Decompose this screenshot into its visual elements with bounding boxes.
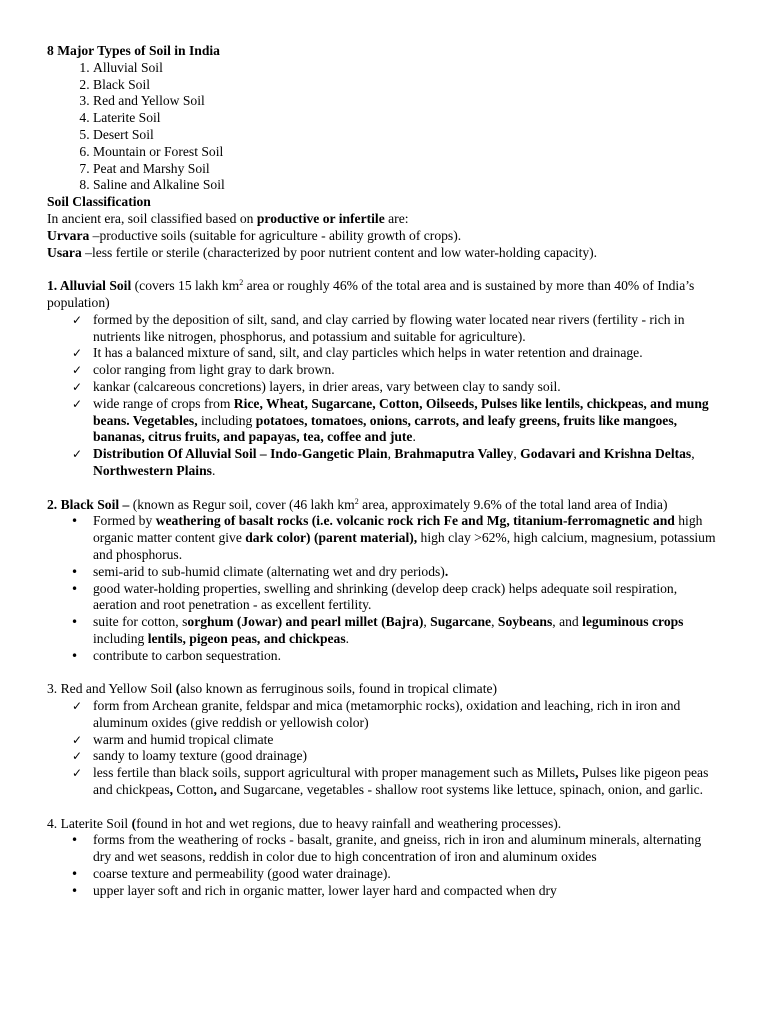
laterite-soil-heading [47,816,722,833]
soil-types-list [47,60,722,194]
text-run: lentils, pigeon peas, and chickpeas [147,630,346,646]
list-item: 2. Black Soil [93,77,722,94]
list-item: • contribute to carbon sequestration. [93,648,722,665]
text-run: In ancient era, soil classified based on [47,210,257,226]
red-yellow-soil-points [47,698,722,799]
text-run: Sugarcane [430,614,492,630]
text-run: Formed by [93,513,156,529]
text-run: . [412,429,416,445]
black-soil-heading [47,497,722,514]
text-run: , [169,782,174,798]
text-run: orghum (Jowar) and pearl millet (Bajra) [187,614,424,630]
text-run: less fertile than black soils, support agricultural with proper management such as Millets [93,765,576,781]
alluvial-points [47,312,722,480]
list-item: • coarse texture and permeability (good water drainage). [93,866,722,883]
text-run: productive or infertile [256,210,385,226]
text-run: leguminous crops [582,614,684,630]
text-run: high organic matter content give [93,513,703,546]
text-run: , [423,614,431,630]
text-run: (covers 15 lakh km [131,278,240,294]
text-run: Cotton [173,782,214,798]
text-run: including [93,630,148,646]
text-run: , [513,446,521,462]
list-item: ✓ color ranging from light gray to dark brown. [93,362,722,379]
text-run: weathering of basalt rocks (i.e. volcanic rock rich Fe and Mg, titanium-ferromagnetic and [155,513,675,529]
list-item [93,564,722,581]
text-run: and Sugarcane, vegetables - shallow root systems like lettuce, spinach, onion, and garlic. [216,782,704,798]
text-run: 3. Red and Yellow Soil [47,681,176,697]
text-run: area or roughly 46% of the total area and is sustained by more than 40% of India’s population) [47,278,695,310]
list-item: ✓ kankar (calcareous concretions) layers, in drier areas, vary between clay to sandy soil. [93,379,722,396]
text-run: 4. Laterite Soil [47,815,132,831]
text-run: Rice, Wheat, Sugarcane, Cotton, Oilseeds, Pulses like lentils, chickpeas, and mung beans. Vegetables, [93,395,709,428]
text-run: are: [384,210,409,226]
text-run: area, approximately 9.6% of the total land area of India) [358,496,668,512]
laterite-soil-points [47,832,722,899]
list-item: ✓ warm and humid tropical climate [93,732,722,749]
text-run: , [491,614,498,630]
section-title: 1. Alluvial Soil [47,278,132,294]
list-item: ✓ formed by the deposition of silt, sand, and clay carried by flowing water located near rivers (fertility - rich in nutrients like nitrogen, phosphorus, and potassium and suitable for agriculture). [93,312,722,346]
text-run: wide range of crops from [93,395,234,411]
text-run: dark color) (parent material), [245,530,418,546]
list-item: • forms from the weathering of rocks - basalt, granite, and gneiss, rich in iron and aluminum minerals, alternating dry and wet seasons, reddish in color due to high concentration of iron and aluminum oxides [93,832,722,866]
page-title: 8 Major Types of Soil in India [47,43,220,58]
definition-text: –productive soils (suitable for agriculture - ability growth of crops). [89,227,462,243]
superscript: 2 [239,278,244,288]
term: Usara [47,244,82,260]
text-run: , [213,782,217,798]
list-item: 1. Alluvial Soil [93,60,722,77]
text-run: potatoes, tomatoes, onions, carrots, and leafy greens, fruits like mangoes, bananas, citrus fruits, and papayas, tea, coffee and jute [93,412,678,445]
list-item: • upper layer soft and rich in organic matter, lower layer hard and compacted when dry [93,883,722,900]
text-run: . [211,462,216,478]
text-run: Soybeans [497,614,553,630]
text-run: ( [131,815,137,831]
text-run: . [345,630,350,646]
text-run: (known as Regur soil, cover (46 lakh km [129,496,355,512]
black-soil-points [47,513,722,664]
classification-intro [47,211,722,228]
text-run: , [575,765,579,781]
text-run: . [444,563,449,579]
alluvial-heading [47,278,722,312]
text-run: suite for cotton, s [93,614,188,630]
list-item [93,765,722,799]
list-item [93,396,722,446]
text-run: high clay >62%, high calcium, magnesium, potassium and phosphorus. [93,530,716,562]
text-run: Pulses like pigeon peas and chickpeas [93,765,709,798]
text-run: including [197,412,256,428]
list-item: ✓ sandy to loamy texture (good drainage) [93,748,722,765]
list-item: 7. Peat and Marshy Soil [93,161,722,178]
list-item: 4. Laterite Soil [93,110,722,127]
text-run: Northwestern Plains [93,462,212,478]
list-item: ✓ It has a balanced mixture of sand, silt, and clay particles which helps in water retention and drainage. [93,345,722,362]
list-item [93,446,722,480]
text-run: , [691,446,695,462]
list-item: 5. Desert Soil [93,127,722,144]
list-item: ✓ form from Archean granite, feldspar and mica (metamorphic rocks), oxidation and leaching, rich in iron and aluminum oxides (give reddish or yellowish color) [93,698,722,732]
list-item: 6. Mountain or Forest Soil [93,144,722,161]
definition-text: –less fertile or sterile (characterized by poor nutrient content and low water-holding capacity). [81,244,598,260]
text-run: found in hot and wet regions, due to heavy rainfall and weathering processes). [136,815,562,831]
list-item: 8. Saline and Alkaline Soil [93,177,722,194]
list-item: • good water-holding properties, swelling and shrinking (develop deep crack) helps adequate soil respiration, aeration and root penetration - as excellent fertility. [93,581,722,615]
text-run: , and [552,614,583,630]
text-run: semi-arid to sub-humid climate (alternating wet and dry periods) [93,563,445,579]
list-item [93,614,722,648]
urvara-definition [47,228,722,245]
list-item: 3. Red and Yellow Soil [93,93,722,110]
text-run: Brahmaputra Valley [394,446,514,462]
section-heading-classification: Soil Classification [47,194,151,210]
text-run: Distribution Of Alluvial Soil – Indo-Gangetic Plain [93,446,388,462]
red-yellow-soil-heading [47,681,722,698]
superscript: 2 [354,496,359,506]
text-run: Godavari and Krishna Deltas [520,446,692,462]
term: Urvara [47,227,90,243]
text-run: , [387,446,395,462]
text-run: ( [175,681,181,697]
text-run: also known as ferruginous soils, found in tropical climate) [180,681,498,697]
list-item [93,513,722,563]
usara-definition [47,245,722,262]
section-title: 2. Black Soil – [47,496,130,512]
